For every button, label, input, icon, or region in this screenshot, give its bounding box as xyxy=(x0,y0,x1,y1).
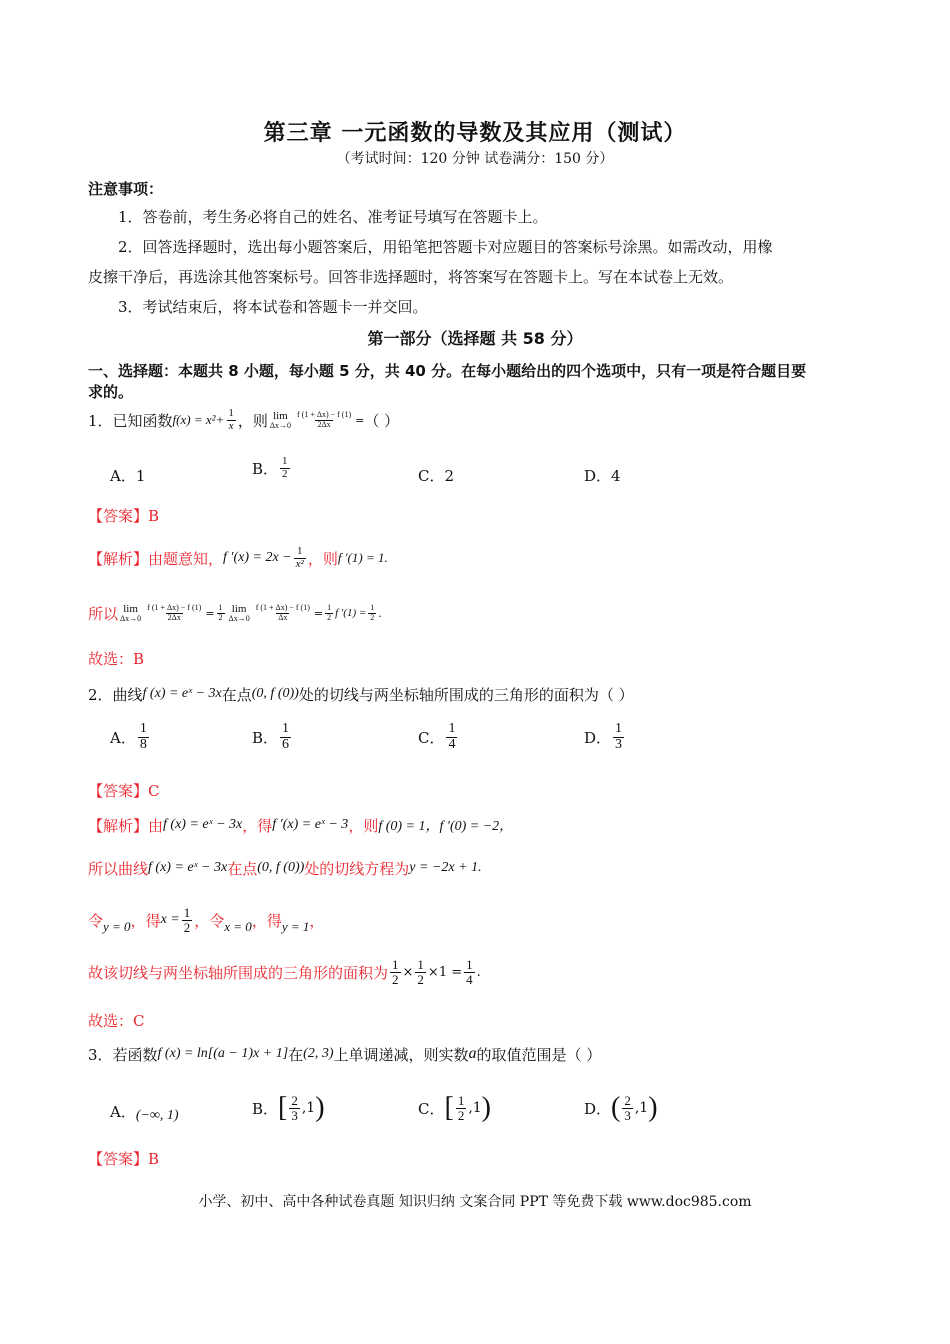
q1-analysis: 【解析】 由题意知， f ′(x) = 2x − $\frac{1}{\text{x²}}$ ，则 f ′(1) = 1. xyxy=(88,544,388,570)
q3-option-b: B． [ $\frac{2}{3}$ ,1 ) xyxy=(252,1092,325,1123)
note-item-2a: 2．回答选择题时，选出每小题答案后，用铅笔把答题卡对应题目的答案标号涂黑。如需改动，用橡 xyxy=(118,238,773,256)
page-title: 第三章 一元函数的导数及其应用（测试） xyxy=(263,121,687,146)
q2-analysis-4: 故该切线与两坐标轴所围成的三角形的面积为 $\frac{1}{2}$ × $\frac{1}{2}$ ×1 = $\frac{1}{4}$ . xyxy=(88,956,481,987)
q1-option-a: A．1 xyxy=(110,467,146,485)
q2-analysis-3: 令 y = 0 ，得 x = $\frac{1}{2}$ ，令 x = 0 ，得 y = 1 ， xyxy=(88,904,325,935)
section-heading-cont: 求的。 xyxy=(88,383,134,401)
section-heading: 一、选择题：本题共 8 小题，每小题 5 分，共 40 分。在每小题给出的四个选项中，只有一项是符合题目要 xyxy=(88,362,807,380)
note-item-1: 1．答卷前，考生务必将自己的姓名、准考证号填写在答题卡上。 xyxy=(118,208,548,226)
q1-answer: 【答案】B xyxy=(88,507,160,525)
q2-option-d: D． $\frac{1}{3}$ xyxy=(584,721,623,752)
question-1: 1．已知函数 f (x) = x²+ $\frac{1}{x}$ ，则 lim Δx→0 $\frac{f (1 + \Delta x) - f (1)}{2\Delta x}$ = （ ） xyxy=(88,406,400,432)
q2-choice: 故选：C xyxy=(88,1012,145,1030)
notes-heading: 注意事项： xyxy=(88,180,164,198)
question-2: 2．曲线 f (x) = eˣ − 3x 在点 (0, f (0)) 处的切线与两坐标轴所围成的三角形的面积为（ ） xyxy=(88,685,634,704)
q1-choice: 故选：B xyxy=(88,650,145,668)
q3-option-d: D． ( $\frac{2}{3}$ ,1 ) xyxy=(584,1092,658,1123)
q2-analysis-2: 所以曲线 f (x) = eˣ − 3x 在点 (0, f (0)) 处的切线方程为 y = −2x + 1. xyxy=(88,859,482,878)
page-subtitle: （考试时间：120 分钟 试卷满分：150 分） xyxy=(336,151,614,167)
q1-option-b: B． $\frac{1}{2}$ xyxy=(252,455,288,480)
q2-option-a: A． $\frac{1}{8}$ xyxy=(110,721,147,752)
question-3: 3．若函数 f (x) = ln[(a − 1)x + 1] 在 (2, 3) 上单调递减，则实数 a 的取值范围是（ ） xyxy=(88,1045,602,1064)
q2-option-b: B． $\frac{1}{6}$ xyxy=(252,721,290,752)
q3-option-c: C． [ $\frac{1}{2}$ ,1 ) xyxy=(418,1092,491,1123)
q1-option-c: C．2 xyxy=(418,467,455,485)
q3-option-a: A． (−∞, 1) xyxy=(110,1102,179,1123)
q1-option-d: D．4 xyxy=(584,467,621,485)
q2-option-c: C． $\frac{1}{4}$ xyxy=(418,721,456,752)
q2-answer: 【答案】C xyxy=(88,782,160,800)
q1-analysis-2: 所以 lim Δx→0 $\frac{f (1 + \Delta x) - f (1)}{2\Delta x}$ = $\frac{1}{2}$ lim Δx→0 $\frac{f (1 + \Delta x) - f (1)}{\Delta x}$ = $\frac{1}{2}$ f ′(1) = $\frac{1}{2}$ . xyxy=(88,602,382,623)
part1-heading: 第一部分（选择题 共 58 分） xyxy=(367,329,583,348)
q2-analysis: 【解析】 由 f (x) = eˣ − 3x ，得 f ′(x) = eˣ − 3 ，则 f (0) = 1，f ′(0) = −2， xyxy=(88,816,514,835)
page-footer: 小学、初中、高中各种试卷真题 知识归纳 文案合同 PPT 等免费下载 www.doc985.com xyxy=(198,1194,752,1210)
note-item-3: 3．考试结束后，将本试卷和答题卡一并交回。 xyxy=(118,298,428,316)
note-item-2b: 皮擦干净后，再选涂其他答案标号。回答非选择题时，将答案写在答题卡上。写在本试卷上无效。 xyxy=(88,268,734,286)
q3-answer: 【答案】B xyxy=(88,1150,160,1168)
